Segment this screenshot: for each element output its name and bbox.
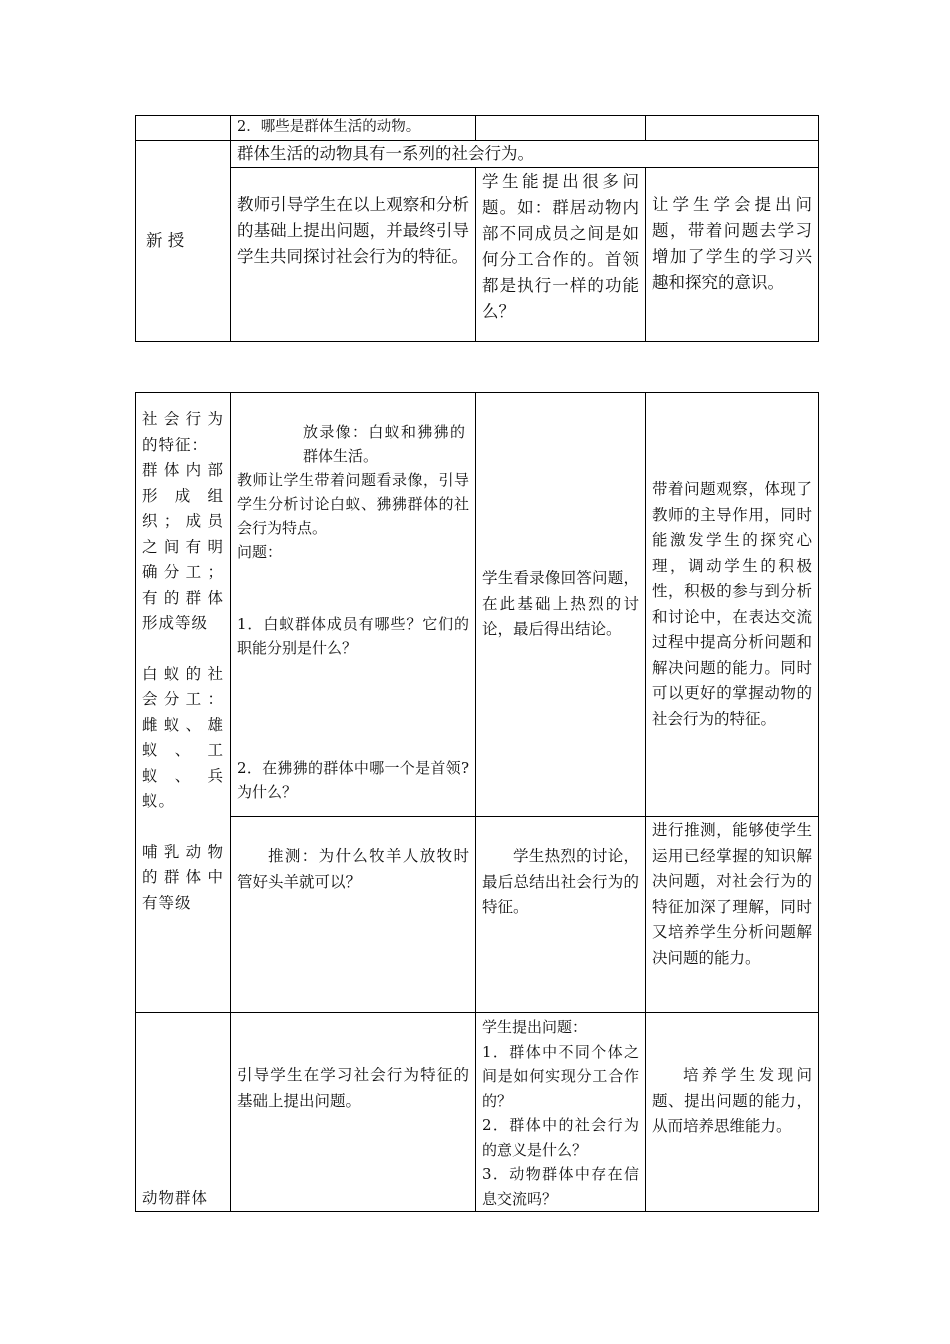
teacher-activity-cell (231, 817, 476, 1013)
student-question-2: 2．群体中的社会行为的意义是什么？ (482, 1116, 639, 1159)
inference-question: 推测：为什么牧羊人放牧时管好头羊就可以？ (237, 847, 469, 891)
table-row (136, 1013, 819, 1212)
termite-division: 白蚁的社会分工：雌蚁、雄蚁、工蚁、兵蚁。 (142, 664, 224, 810)
section-header: 群体生活的动物具有一系列的社会行为。 (237, 144, 534, 163)
feature-body: 群体内部形成组织；成员之间有明确分工；有的群体形成等级 (142, 461, 224, 632)
concept-cell (136, 393, 231, 1013)
student-activity: 学生热烈的讨论，最后总结出社会行为的特征。 (482, 847, 639, 916)
teacher-activity-cell (231, 393, 476, 817)
question-2: 2．在狒狒的群体中哪一个是首领?为什么？ (237, 759, 469, 801)
student-activity-cell (476, 1013, 646, 1212)
teacher-guide: 引导学生在学习社会行为特征的基础上提出问题。 (237, 1066, 469, 1110)
design-intent: 进行推测，能够使学生运用已经掌握的知识解决问题，对社会行为的特征加深了理解，同时又培养学生分析问题解决问题的能力。 (652, 821, 812, 967)
question-1: 1．白蚁群体成员有哪些？它们的职能分别是什么？ (237, 615, 469, 657)
table-row (136, 116, 819, 141)
student-question-3: 3．动物群体中存在信息交流吗？ (482, 1165, 639, 1208)
table-row (136, 141, 819, 168)
table-row (136, 817, 819, 1013)
table-cell (476, 116, 646, 141)
lesson-table-bottom (135, 392, 819, 1212)
teacher-activity-cell (231, 1013, 476, 1212)
stage-label: 动物群体 (142, 1189, 209, 1207)
student-question-1: 1．群体中不同个体之间是如何实现分工合作的？ (482, 1042, 639, 1110)
topic-item-2: 2．哪些是群体生活的动物。 (237, 119, 421, 135)
lesson-table-top (135, 115, 819, 342)
student-activity-cell (476, 393, 646, 817)
student-activity-cell (476, 817, 646, 1013)
feature-title: 社会行为的特征： (142, 410, 224, 454)
table-row (136, 393, 819, 817)
stage-cell (136, 1013, 231, 1212)
table-row (136, 168, 819, 342)
question-label: 问题： (237, 543, 283, 561)
design-intent: 培养学生发现问题、提出问题的能力，从而培养思维能力。 (652, 1066, 812, 1135)
teacher-activity: 教师引导学生在以上观察和分析的基础上提出问题，并最终引导学生共同探讨社会行为的特征。 (237, 195, 469, 266)
table-cell (646, 116, 819, 141)
student-activity-cell (476, 168, 646, 342)
design-intent-cell (646, 1013, 819, 1212)
teacher-guide: 教师让学生带着问题看录像，引导学生分析讨论白蚁、狒狒群体的社会行为特点。 (237, 471, 469, 537)
table-cell (231, 116, 476, 141)
design-intent: 带着问题观察，体现了教师的主导作用，同时能激发学生的探究心理，调动学生的积极性，积极的参与到分析和讨论中，在表达交流过程中提高分析问题和解决问题的能力。同时可以更好的掌握动物的社会行为的特征。 (652, 480, 812, 728)
design-intent-cell (646, 393, 819, 817)
student-activity: 学生看录像回答问题，在此基础上热烈的讨论，最后得出结论。 (482, 569, 639, 639)
design-intent: 让学生学会提出问题，带着问题去学习增加了学生的学习兴趣和探究的意识。 (652, 195, 812, 292)
student-activity: 学生能提出很多问题。如：群居动物内部不同成员之间是如何分工合作的。首领都是执行一样的功能么？ (482, 172, 639, 321)
video-note: 放录像：白蚁和狒狒的群体生活。 (303, 423, 465, 465)
student-question-title: 学生提出问题： (482, 1018, 588, 1036)
table-cell (136, 116, 231, 141)
section-header-cell (231, 141, 819, 168)
design-intent-cell (646, 817, 819, 1013)
stage-label: 新 授 (146, 231, 185, 250)
stage-cell (136, 141, 231, 342)
mammal-hierarchy: 哺乳动物的群体中有等级 (142, 842, 224, 912)
teacher-activity-cell (231, 168, 476, 342)
design-intent-cell (646, 168, 819, 342)
